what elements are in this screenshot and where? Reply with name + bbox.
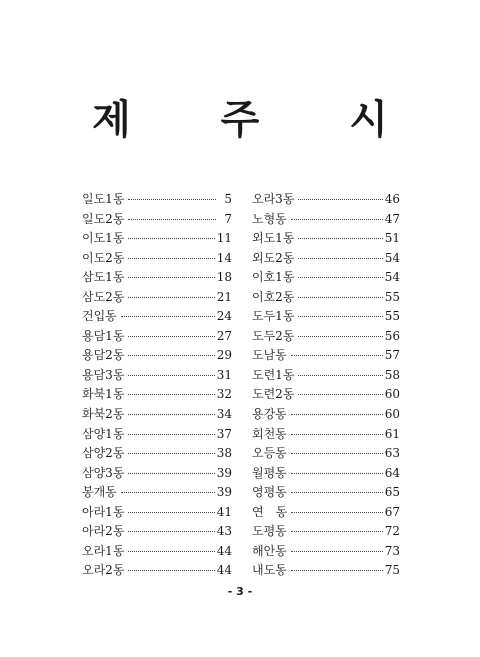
dot-leader <box>298 375 382 376</box>
dot-leader <box>291 473 383 474</box>
toc-entry-name: 아라1동 <box>82 504 125 519</box>
toc-entry-name: 도련2동 <box>252 387 295 402</box>
toc-entry <box>252 561 400 581</box>
toc-entry-page: 58 <box>384 367 400 382</box>
toc-entry-page: 55 <box>384 289 400 304</box>
toc-entry-page: 21 <box>216 289 232 304</box>
toc-entry-page: 32 <box>216 387 232 402</box>
toc-entry-page: 75 <box>384 563 400 578</box>
toc-entry-name: 오등동 <box>252 446 287 461</box>
dot-leader <box>128 434 214 435</box>
dot-leader <box>128 336 214 337</box>
toc-entry <box>82 249 232 269</box>
toc-entry-page: 55 <box>384 309 400 324</box>
toc-entry-page: 39 <box>216 485 232 500</box>
toc-entry-page: 67 <box>384 504 400 519</box>
toc-entry-name: 용담3동 <box>82 367 125 382</box>
toc-entry-page: 47 <box>384 211 400 226</box>
toc-right-column <box>252 190 400 581</box>
toc-entry <box>82 229 232 249</box>
toc-entry-page: 61 <box>384 426 400 441</box>
toc-entry-name: 오라1동 <box>82 543 125 558</box>
dot-leader <box>291 453 383 454</box>
toc-entry <box>82 385 232 405</box>
toc-entry <box>82 307 232 327</box>
toc-entry <box>82 425 232 445</box>
toc-entry-page: 60 <box>384 407 400 422</box>
toc-entry-name: 외도1동 <box>252 231 295 246</box>
toc-entry <box>82 268 232 288</box>
toc-entry-page: 73 <box>384 543 400 558</box>
dot-leader <box>128 258 214 259</box>
toc-entry-page: 54 <box>384 270 400 285</box>
toc-entry-name: 용담2동 <box>82 348 125 363</box>
dot-leader <box>298 258 382 259</box>
toc-entry-name: 일도2동 <box>82 211 125 226</box>
toc-entry-name: 건입동 <box>82 309 117 324</box>
toc-entry-page: 60 <box>384 387 400 402</box>
toc-entry <box>82 288 232 308</box>
toc-entry <box>82 503 232 523</box>
toc-entry <box>82 483 232 503</box>
toc-entry <box>82 542 232 562</box>
toc-entry-page: 44 <box>216 543 232 558</box>
toc-entry-page: 46 <box>384 192 400 206</box>
page-title: 제 주 시 <box>92 96 426 143</box>
toc-entry-name: 도두1동 <box>252 309 295 324</box>
dot-leader <box>128 551 214 552</box>
toc-entry-name: 오라3동 <box>252 192 295 206</box>
toc-entry-page: 43 <box>216 524 232 539</box>
dot-leader <box>128 453 214 454</box>
toc-entry-name: 월평동 <box>252 465 287 480</box>
toc-entry-name: 삼도1동 <box>82 270 125 285</box>
toc-entry-page: 5 <box>224 192 232 206</box>
toc-entry-name: 영평동 <box>252 485 287 500</box>
toc-entry-page: 7 <box>224 211 232 226</box>
toc-entry-page: 56 <box>384 328 400 343</box>
toc-entry <box>82 346 232 366</box>
toc-entry-name: 노형동 <box>252 211 287 226</box>
toc-entry <box>252 542 400 562</box>
toc-entry <box>252 522 400 542</box>
dot-leader <box>298 238 382 239</box>
toc-entry <box>82 464 232 484</box>
toc-entry <box>252 503 400 523</box>
toc-entry-name: 오라2동 <box>82 563 125 578</box>
toc-entry-name: 회천동 <box>252 426 287 441</box>
dot-leader <box>291 551 383 552</box>
toc-entry-name: 도남동 <box>252 348 287 363</box>
toc-entry <box>252 444 400 464</box>
toc-entry <box>252 210 400 230</box>
toc-entry-name: 연 동 <box>252 504 288 519</box>
dot-leader <box>128 238 214 239</box>
dot-leader <box>291 434 383 435</box>
toc-entry-name: 화북1동 <box>82 387 125 402</box>
dot-leader <box>128 199 216 200</box>
toc-entry-page: 44 <box>216 563 232 578</box>
dot-leader <box>128 512 214 513</box>
toc-entry-name: 해안동 <box>252 543 287 558</box>
toc-entry-page: 11 <box>216 231 232 246</box>
toc-entry-page: 18 <box>216 270 232 285</box>
toc-entry-name: 용강동 <box>252 407 287 422</box>
toc-left-column <box>82 190 232 581</box>
dot-leader <box>298 199 382 200</box>
toc-entry-page: 63 <box>384 446 400 461</box>
toc-entry-page: 57 <box>384 348 400 363</box>
toc-entry-name: 이호1동 <box>252 270 295 285</box>
toc-entry-name: 아라2동 <box>82 524 125 539</box>
dot-leader <box>291 414 383 415</box>
toc-entry <box>252 366 400 386</box>
toc-entry-page: 38 <box>216 446 232 461</box>
toc-entry-name: 이도2동 <box>82 250 125 265</box>
toc-entry-name: 용담1동 <box>82 328 125 343</box>
toc-entry-name: 삼도2동 <box>82 289 125 304</box>
toc-entry-name: 도두2동 <box>252 328 295 343</box>
toc-entry-page: 14 <box>216 250 232 265</box>
dot-leader <box>128 570 214 571</box>
toc-entry <box>82 561 232 581</box>
toc-entry-page: 64 <box>384 465 400 480</box>
toc-entry <box>252 483 400 503</box>
toc-entry-page: 29 <box>216 348 232 363</box>
dot-leader <box>291 531 383 532</box>
toc-entry-name: 내도동 <box>252 563 287 578</box>
toc-entry-name: 이도1동 <box>82 231 125 246</box>
toc-entry <box>252 249 400 269</box>
toc-entry <box>252 425 400 445</box>
toc-entry <box>82 405 232 425</box>
dot-leader <box>128 219 216 220</box>
toc-entry-page: 31 <box>216 367 232 382</box>
dot-leader <box>298 277 382 278</box>
toc-entry-name: 일도1동 <box>82 192 125 206</box>
toc-entry-name: 삼양3동 <box>82 465 125 480</box>
toc-entry <box>82 444 232 464</box>
toc-entry <box>252 190 400 210</box>
toc-entry <box>252 307 400 327</box>
toc-entry-page: 34 <box>216 407 232 422</box>
dot-leader <box>128 414 214 415</box>
toc-entry-name: 이호2동 <box>252 289 295 304</box>
toc-entry-page: 51 <box>384 231 400 246</box>
toc-entry <box>252 229 400 249</box>
toc-entry-page: 41 <box>216 504 232 519</box>
dot-leader <box>298 316 382 317</box>
toc-entry-page: 72 <box>384 524 400 539</box>
toc-entry-page: 24 <box>216 309 232 324</box>
toc-entry <box>252 268 400 288</box>
dot-leader <box>128 531 214 532</box>
dot-leader <box>291 492 383 493</box>
dot-leader <box>128 297 214 298</box>
toc-entry <box>82 190 232 210</box>
toc-entry <box>82 366 232 386</box>
toc-entry-name: 도련1동 <box>252 367 295 382</box>
toc-entry <box>252 346 400 366</box>
toc-entry-name: 봉개동 <box>82 485 117 500</box>
toc-entry <box>82 522 232 542</box>
dot-leader <box>291 570 383 571</box>
page-number: - 3 - <box>227 585 253 598</box>
toc-entry-name: 화북2동 <box>82 407 125 422</box>
dot-leader <box>128 277 214 278</box>
toc-entry-name: 삼양2동 <box>82 446 125 461</box>
dot-leader <box>128 355 214 356</box>
toc-entry-name: 도평동 <box>252 524 287 539</box>
toc-entry <box>252 327 400 347</box>
toc-entry <box>252 385 400 405</box>
dot-leader <box>298 336 382 337</box>
dot-leader <box>121 492 215 493</box>
dot-leader <box>298 394 382 395</box>
dot-leader <box>128 375 214 376</box>
toc-entry <box>252 288 400 308</box>
toc-entry-page: 39 <box>216 465 232 480</box>
toc-entry-name: 외도2동 <box>252 250 295 265</box>
dot-leader <box>291 512 383 513</box>
toc-entry-page: 27 <box>216 328 232 343</box>
dot-leader <box>121 316 215 317</box>
toc-entry <box>82 210 232 230</box>
toc-entry-page: 65 <box>384 485 400 500</box>
dot-leader <box>291 355 383 356</box>
dot-leader <box>128 394 214 395</box>
toc-entry <box>82 327 232 347</box>
dot-leader <box>128 473 214 474</box>
dot-leader <box>291 219 383 220</box>
toc-entry <box>252 405 400 425</box>
toc-entry-page: 37 <box>216 426 232 441</box>
dot-leader <box>298 297 382 298</box>
toc-entry-name: 삼양1동 <box>82 426 125 441</box>
toc-entry <box>252 464 400 484</box>
toc-entry-page: 54 <box>384 250 400 265</box>
